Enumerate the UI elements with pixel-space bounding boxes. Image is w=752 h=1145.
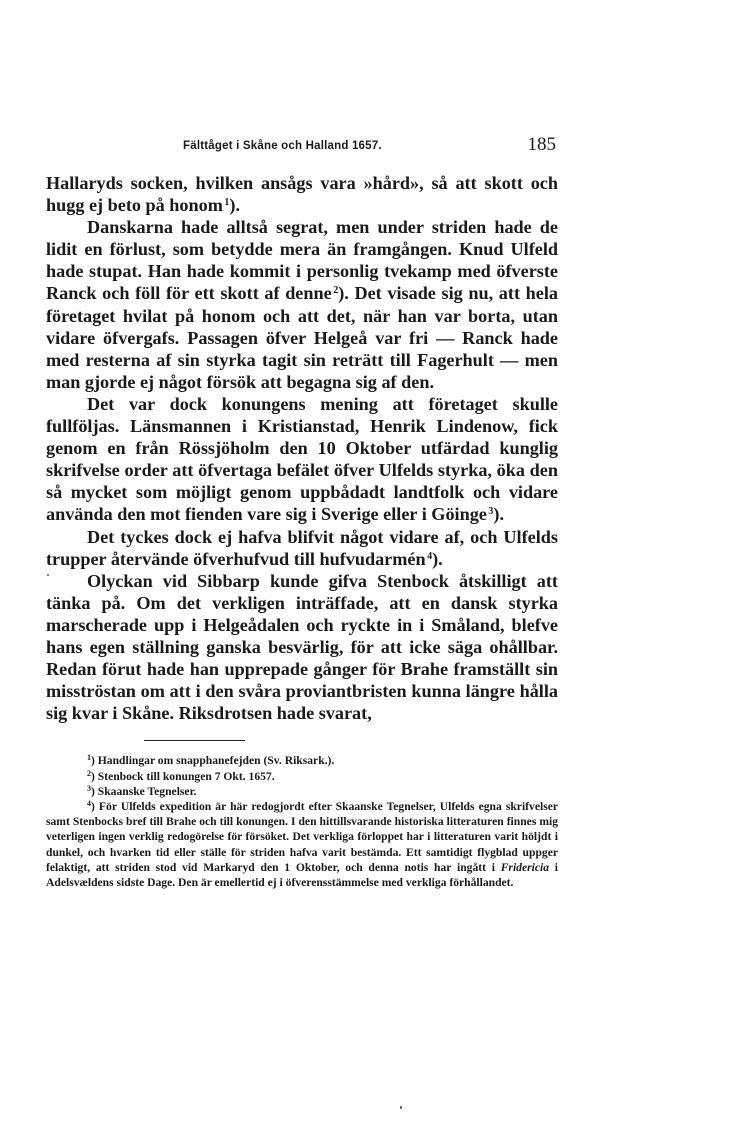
footnote-mark: 2 <box>87 768 91 778</box>
footnote-mark: 3 <box>87 783 91 793</box>
footnote-4 <box>46 799 558 890</box>
footnote-3 <box>46 784 558 799</box>
footnote-2 <box>46 769 558 784</box>
page-number: 185 <box>527 134 556 155</box>
paragraph-4 <box>46 526 558 570</box>
footnote-text: ) För Ulfelds expedition är här redogjordt efter Skaanske Tegnelser, Ulfelds egna skrifvelser samt Stenbocks bref till Brahe och till konungen. I den hittillsvarande historiska litteraturen finnes mig veterligen ingen verklig redogörelse för försöket. Det verkliga förloppet har i litteraturen varit höljdt i dunkel, och hvarken tid eller ställe för striden hafva varit bestämda. Ett samtidigt flygblad uppger felaktigt, att striden stod vid Markaryd den 1 Oktober, och denna notis har ingått i <box>46 799 558 874</box>
paragraph-text: Danskarna hade alltså segrat, men under striden hade de lidit en förlust, som betydde mera än framgången. Knud Ulfeld hade stupat. Han hade kommit i personlig tvekamp med öfverste Ranck och föll för ett skott af denne <box>46 217 558 304</box>
footnote-divider <box>144 740 245 741</box>
paragraph-text: Det var dock konungens mening att företaget skulle fullföljas. Länsmannen i Kristianstad, Henrik Lindenow, fick genom en från Rössjöholm den 10 Oktober utfärdad kunglig skrifvelse order att öfvertaga befälet öfver Ulfelds styrka, öka den så mycket som möjligt genom uppbådadt landtfolk och vidare använda den mot fienden vare sig i Sverige eller i Göinge <box>46 393 558 525</box>
footnote-text: ) Skaanske Tegnelser. <box>91 784 197 798</box>
footnote-text: ) Stenbock till konungen 7 Okt. 1657. <box>91 769 275 783</box>
footnote-1 <box>46 753 558 768</box>
paper-speck <box>47 574 49 576</box>
paragraph-text: ). <box>493 504 505 525</box>
paragraph-text: Hallaryds socken, hvilken ansågs vara »hård», så att skott och hugg ej beto på honom <box>46 173 558 216</box>
paragraph-text: ). <box>229 195 240 216</box>
paragraph-text: ). Det visade sig nu, att hela företaget hvilat på honom och att det, när han var borta, utan vidare öfvergafs. Passagen öfver Helgeå var fri — Ranck hade med resterna af sin styrka tagit sin reträtt till Fagerhult — men man gjorde ej något försök att begagna sig af den. <box>46 283 558 392</box>
paragraph-3 <box>46 393 558 526</box>
footnotes <box>46 753 558 890</box>
footnote-ref: 4 <box>427 550 433 562</box>
footnote-mark: 4 <box>87 798 91 808</box>
paragraph-5: Olyckan vid Sibbarp kunde gifva Stenbock åtskilligt att tänka på. Om det verkligen inträffade, att en dansk styrka marscherade upp i Helgeådalen och ryckte in i Småland, blefve hans egen ställning ganska besvärlig, för att icke säga ohållbar. Redan förut hade han upprepade gånger för Brahe framställt sin misströstan om att i den svåra proviantbristen kunna längre hålla sig kvar i Skåne. Riksdrotsen hade svarat, <box>46 570 558 724</box>
body-text <box>46 172 558 724</box>
page-header <box>46 134 558 160</box>
paragraph-text: ). <box>432 548 443 569</box>
paragraph-1 <box>46 172 558 216</box>
footnote-italic-title: Fridericia <box>500 860 550 874</box>
paragraph-2 <box>46 216 558 393</box>
paper-speck <box>400 1106 402 1109</box>
footnote-mark: 1 <box>87 753 91 763</box>
footnote-text: ) Handlingar om snapphanefejden (Sv. Riksark.). <box>91 754 335 768</box>
footnote-ref: 2 <box>333 285 339 297</box>
running-head: Fälttåget i Skåne och Halland 1657. <box>183 140 382 152</box>
footnote-text: i Adelsvældens sidste Dage. Den är emellertid ej i öfverensstämmelse med verkliga förhållandet. <box>46 860 558 889</box>
paragraph-text: Det tyckes dock ej hafva blifvit något vidare af, och Ulfelds trupper återvände öfverhufvud till hufvudarmén <box>46 526 558 569</box>
page-content <box>46 134 558 890</box>
footnote-ref: 3 <box>488 506 494 518</box>
footnote-ref: 1 <box>224 197 230 209</box>
